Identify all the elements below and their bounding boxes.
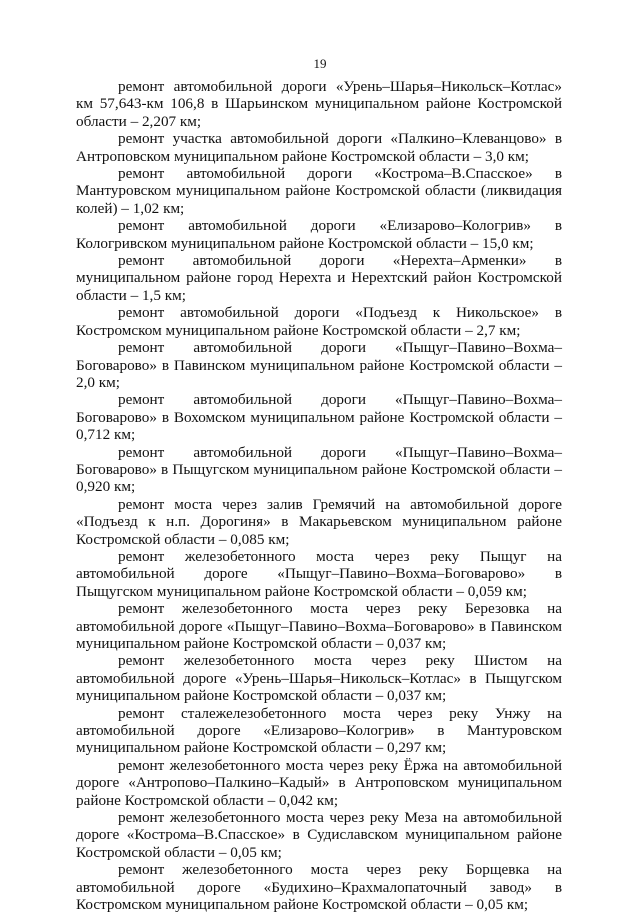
paragraph: ремонт автомобильной дороги «Подъезд к Никольское» в Костромском муниципальном районе Костромской области – 2,7 км; (76, 304, 562, 339)
paragraph: ремонт автомобильной дороги «Пыщуг–Павино–Вохма–Боговарово» в Павинском муниципальном районе Костромской области – 2,0 км; (76, 339, 562, 391)
paragraph: ремонт автомобильной дороги «Урень–Шарья–Никольск–Котлас» км 57,643-км 106,8 в Шарьинском муниципальном районе Костромской области – 2,207 км; (76, 78, 562, 130)
page-number: 19 (313, 56, 327, 71)
paragraph: ремонт железобетонного моста через реку Березовка на автомобильной дороге «Пыщуг–Павино–Вохма–Боговарово» в Павинском муниципальном районе Костромской области – 0,037 км; (76, 600, 562, 652)
body-text (76, 78, 562, 914)
paragraph: ремонт автомобильной дороги «Елизарово–Кологрив» в Кологривском муниципальном районе Костромской области – 15,0 км; (76, 217, 562, 252)
paragraph: ремонт автомобильной дороги «Кострома–В.Спасское» в Мантуровском муниципальном районе Костромской области (ликвидация колей) – 1,02 км; (76, 165, 562, 217)
paragraph: ремонт железобетонного моста через реку Шистом на автомобильной дороге «Урень–Шарья–Никольск–Котлас» в Пыщугском муниципальном районе Костромской области – 0,037 км; (76, 652, 562, 705)
paragraph: ремонт железобетонного моста через реку Ёржа на автомобильной дороге «Антропово–Палкино–Кадый» в Антроповском муниципальном районе Костромской области – 0,042 км; (76, 756, 562, 809)
paragraph: ремонт моста через залив Гремячий на автомобильной дороге «Подъезд к н.п. Дорогиня» в Макарьевском муниципальном районе Костромской области – 0,085 км; (76, 495, 562, 548)
paragraph: ремонт железобетонного моста через реку Меза на автомобильной дороге «Кострома–В.Спасское» в Судиславском муниципальном районе Костромской области – 0,05 км; (76, 809, 562, 861)
paragraph: ремонт автомобильной дороги «Нерехта–Арменки» в муниципальном районе город Нерехта и Нерехтский район Костромской области – 1,5 км; (76, 252, 562, 304)
paragraph: ремонт сталежелезобетонного моста через реку Унжу на автомобильной дороге «Елизарово–Кологрив» в Мантуровском муниципальном районе Костромской области – 0,297 км; (76, 704, 562, 757)
paragraph: ремонт железобетонного моста через реку Борщевка на автомобильной дороге «Будихино–Крахмалопаточный завод» в Костромском муниципальном районе Костромской области – 0,05 км; (76, 861, 562, 914)
paragraph: ремонт автомобильной дороги «Пыщуг–Павино–Вохма–Боговарово» в Вохомском муниципальном районе Костромской области – 0,712 км; (76, 391, 562, 444)
paragraph: ремонт железобетонного моста через реку Пыщуг на автомобильной дороге «Пыщуг–Павино–Вохма–Боговарово» в Пыщугском муниципальном районе Костромской области – 0,059 км; (76, 547, 562, 600)
paragraph: ремонт автомобильной дороги «Пыщуг–Павино–Вохма–Боговарово» в Пыщугском муниципальном районе Костромской области – 0,920 км; (76, 443, 562, 496)
paragraph: ремонт участка автомобильной дороги «Палкино–Клеванцово» в Антроповском муниципальном районе Костромской области – 3,0 км; (76, 130, 562, 165)
